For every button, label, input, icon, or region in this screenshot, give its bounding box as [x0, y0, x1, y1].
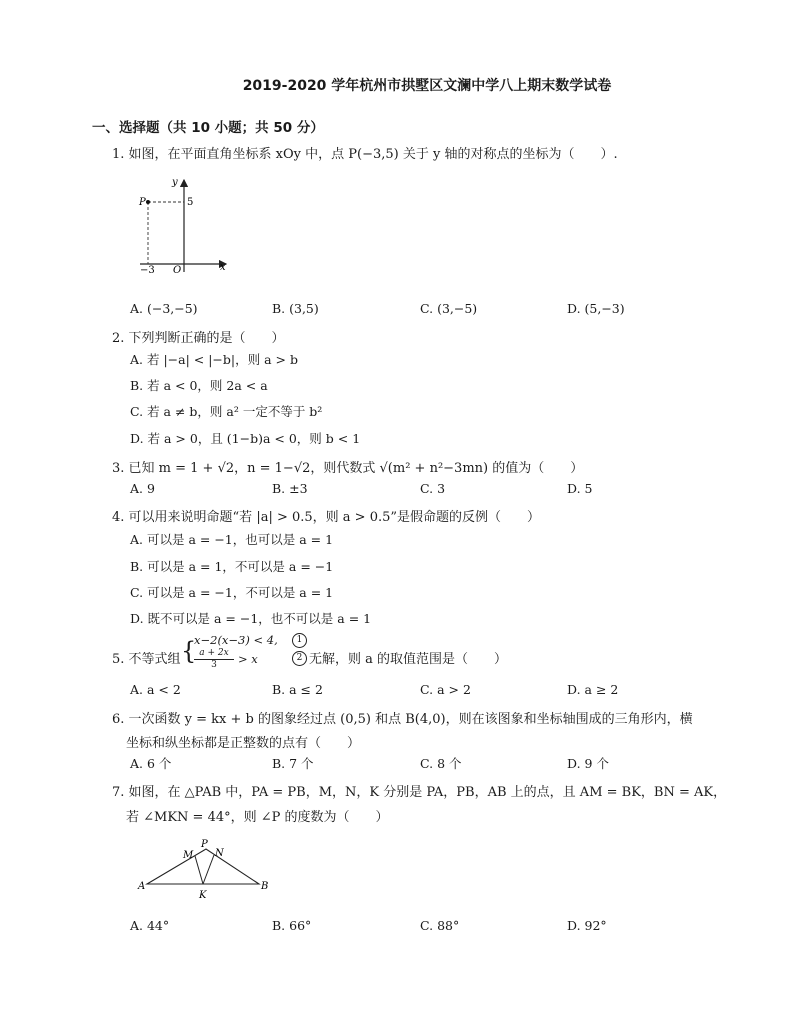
q6-option-b[interactable]: B. 7 个 — [272, 756, 314, 771]
q7-stem-line2: 若 ∠MKN = 44°，则 ∠P 的度数为（ ） — [126, 810, 389, 825]
label-k: K — [199, 890, 207, 901]
q1-option-b[interactable]: B. (3,5) — [272, 301, 319, 316]
q4-option-c[interactable]: C. 可以是 a = −1，不可以是 a = 1 — [130, 585, 334, 600]
q6-option-c[interactable]: C. 8 个 — [420, 756, 462, 771]
q1-option-a[interactable]: A. (−3,−5) — [130, 301, 198, 316]
q1-option-d[interactable]: D. (5,−3) — [567, 301, 625, 316]
segment-mk — [195, 856, 203, 884]
q7-option-b[interactable]: B. 66° — [272, 918, 312, 933]
label-x-tick: −3 — [140, 265, 155, 276]
q2-option-d[interactable]: D. 若 a > 0，且 (1−b)a < 0，则 b < 1 — [130, 431, 361, 446]
q2-option-b[interactable]: B. 若 a < 0，则 2a < a — [130, 378, 268, 393]
q5-inequality-1: x−2(x−3) < 4, — [194, 633, 278, 647]
q5-option-a[interactable]: A. a < 2 — [130, 682, 181, 697]
label-a: A — [138, 881, 146, 892]
q7-option-c[interactable]: C. 88° — [420, 918, 460, 933]
q7-stem-line1: 7. 如图，在 △PAB 中，PA = PB，M，N，K 分别是 PA，PB，AB 上的点，且 AM = BK，BN = AK， — [112, 785, 727, 800]
q5-option-b[interactable]: B. a ≤ 2 — [272, 682, 323, 697]
q6-stem-line1: 6. 一次函数 y = kx + b 的图象经过点 (0,5) 和点 B(4,0)，则在该图象和坐标轴围成的三角形内，横 — [112, 712, 693, 727]
q5-mark-1: 1 — [292, 633, 307, 648]
q3-stem: 3. 已知 m = 1 + √2，n = 1−√2，则代数式 √(m² + n²−3mn) 的值为（ ） — [112, 461, 584, 476]
q3-option-c[interactable]: C. 3 — [420, 481, 446, 496]
point-p — [146, 200, 150, 204]
q5-system-brace: { — [181, 637, 197, 665]
section-heading: 一、选择题（共 10 小题；共 50 分） — [92, 120, 324, 136]
q3-option-a[interactable]: A. 9 — [130, 481, 155, 496]
label-b: B — [261, 881, 269, 892]
q1-stem: 1. 如图，在平面直角坐标系 xOy 中，点 P(−3,5) 关于 y 轴的对称点的坐标为（ ）. — [112, 147, 618, 162]
q3-option-d[interactable]: D. 5 — [567, 481, 593, 496]
q5-option-d[interactable]: D. a ≥ 2 — [567, 682, 619, 697]
segment-nk — [203, 855, 214, 884]
q4-option-d[interactable]: D. 既不可以是 a = −1，也不可以是 a = 1 — [130, 611, 372, 626]
label-p: P — [139, 197, 146, 208]
q5-option-c[interactable]: C. a > 2 — [420, 682, 471, 697]
label-origin: O — [173, 265, 182, 276]
q6-stem-line2: 坐标和纵坐标都是正整数的点有（ ） — [126, 736, 361, 751]
page-title: 2019-2020 学年杭州市拱墅区文澜中学八上期末数学试卷 — [242, 78, 612, 94]
label-p: P — [201, 839, 208, 850]
q4-option-b[interactable]: B. 可以是 a = 1，不可以是 a = −1 — [130, 559, 334, 574]
q6-option-d[interactable]: D. 9 个 — [567, 756, 609, 771]
q2-option-c[interactable]: C. 若 a ≠ b，则 a² 一定不等于 b² — [130, 404, 323, 419]
q7-option-a[interactable]: A. 44° — [130, 918, 170, 933]
label-x-axis: x — [220, 262, 226, 273]
label-y-axis: y — [172, 177, 178, 188]
label-m: M — [183, 850, 194, 861]
q5-stem-prefix: 5. 不等式组 — [112, 652, 181, 667]
label-n: N — [215, 848, 224, 859]
q4-option-a[interactable]: A. 可以是 a = −1，也可以是 a = 1 — [130, 532, 334, 547]
triangle-pab — [147, 849, 259, 884]
q7-option-d[interactable]: D. 92° — [567, 918, 607, 933]
q5-fraction-denominator: 3 — [211, 660, 217, 670]
q2-option-a[interactable]: A. 若 |−a| < |−b|，则 a > b — [130, 352, 298, 367]
q5-mark-2: 2 — [292, 651, 307, 666]
q3-option-b[interactable]: B. ±3 — [272, 481, 308, 496]
q1-coordinate-figure — [130, 172, 240, 276]
label-y-tick: 5 — [187, 197, 194, 208]
q5-fraction-numerator: a + 2x — [194, 648, 234, 660]
q2-stem: 2. 下列判断正确的是（ ） — [112, 331, 285, 346]
q1-option-c[interactable]: C. (3,−5) — [420, 301, 478, 316]
q5-inequality-2-rest: > x — [238, 652, 258, 666]
q7-triangle-figure — [135, 836, 275, 902]
q6-option-a[interactable]: A. 6 个 — [130, 756, 172, 771]
q4-stem: 4. 可以用来说明命题“若 |a| > 0.5，则 a > 0.5”是假命题的反例（ ） — [112, 510, 541, 525]
q5-stem-suffix: 无解，则 a 的取值范围是（ ） — [309, 652, 508, 667]
